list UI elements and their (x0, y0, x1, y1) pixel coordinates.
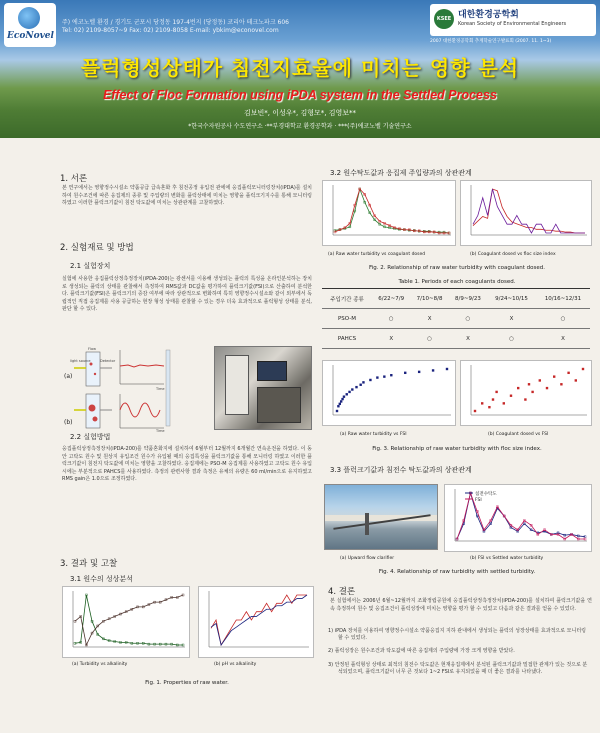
fig3a-svg (323, 361, 455, 425)
data-point (341, 398, 343, 400)
ksee-mark-icon: KSEE (434, 9, 454, 29)
data-point (346, 393, 348, 395)
data-point (337, 405, 339, 407)
table-header-cell: 9/24~10/15 (487, 289, 536, 309)
section-1-text: 본 연구에서는 영향정수시설소 약품공급 급속혼화 후 침전공정 유입전 관에에 응집플럭모니터링장치(iPDA)를 설치하여 원수조건에 따른 응집제의 종류 및 주입량의 변화를 플럭상태에 미치는 영향을 플럭크기지수를 통해 모니터링 하였고 이러한 플럭크기값이 침전 탁도값에 미치는 상관관계를 고찰하였다. (62, 185, 312, 207)
table-cell: X (410, 309, 448, 329)
series-line (335, 189, 449, 233)
fig3b-caption: (b) Coagulant dosed vs FSI (488, 432, 549, 437)
section-3-2-title: 3.2 원수탁도값과 응집제 주입량과의 상관관계 (330, 169, 472, 177)
conference-label: 2007 대한환경공학회 추계학술연구발표회 (2007. 11. 1~3) (430, 39, 552, 44)
section-2-1-title: 2.1 실험장치 (70, 262, 111, 270)
data-point (528, 383, 530, 385)
legend-label: FSI (475, 498, 482, 503)
fig2a-chart (322, 180, 456, 246)
table-cell: ○ (536, 309, 590, 329)
list-item: 2) 플럭성장은 원수조건과 탁도값에 따른 응집제의 주입량에 가장 크게 영향을 받았다. (328, 648, 515, 655)
table-header-cell: 10/16~12/31 (536, 289, 590, 309)
ipda-photo (214, 346, 312, 430)
table-cell: X (372, 329, 410, 349)
fig4-caption: Fig. 4. Relationship of raw turbidity with settled turbidity. (378, 569, 536, 575)
flow-label: Flow (88, 347, 96, 351)
table-cell: X (449, 329, 487, 349)
data-point (369, 379, 371, 381)
table-cell: PSO-M (322, 309, 372, 329)
title-english: Effect of Floc Formation using iPDA system in the Settled Process (103, 88, 497, 102)
table-header-cell: 주입기간 종류 (322, 289, 372, 309)
light-source-label: light source (70, 359, 91, 363)
fig2b-svg (461, 181, 591, 245)
econovel-logo (4, 3, 56, 47)
data-point (524, 398, 526, 400)
fig4b-caption: (b) FSI vs Settled water turbidity (470, 556, 544, 561)
fig1b-svg (199, 587, 313, 657)
data-point (351, 388, 353, 390)
fig1a-chart (62, 586, 190, 658)
table-header-row (322, 289, 590, 309)
table-cell: ○ (487, 329, 536, 349)
data-point (339, 403, 341, 405)
data-point (560, 383, 562, 385)
data-point (340, 400, 342, 402)
section-3-1-title: 3.1 원수의 성상분석 (70, 575, 133, 583)
series-line (75, 595, 183, 645)
society-name-en: Korean Society of Environmental Engineers (458, 21, 567, 27)
fig1a-caption: (a) Turbidity vs alkalinity (72, 662, 128, 667)
fig2a-caption: (a) Raw water turbidity vs coagulant dosed (328, 252, 426, 257)
authors: 김보빈*, 이성우*, 김형모*, 김영보** (244, 109, 356, 117)
table-1 (322, 288, 590, 349)
data-point (362, 381, 364, 383)
data-point (582, 368, 584, 370)
data-point (481, 402, 483, 404)
section-1-title: 1. 서론 (60, 174, 88, 184)
series-line (75, 595, 183, 645)
section-3-3-title: 3.3 플럭크기값과 침전수 탁도값과의 상관관계 (330, 466, 472, 474)
data-point (336, 410, 338, 412)
data-point (432, 369, 434, 371)
table-header-cell: 8/9~9/23 (449, 289, 487, 309)
ipda-schematic (62, 344, 212, 432)
fig2b-chart (460, 180, 592, 246)
table1-caption: Table 1. Periods of each coagulants dosed. (398, 279, 516, 285)
table-header-cell: 7/10~8/8 (410, 289, 448, 309)
fig3a-chart (322, 360, 456, 426)
fig2a-svg (323, 181, 455, 245)
data-point (355, 386, 357, 388)
section-2-1-text: 실험에 사용한 응집플럭상정측정장치(iPDA-200)는 광센서를 이용해 생성되는 플럭의 특성을 온라인분석하는 장치로 생성되는 플럭의 상태를 관찰해서 측정하여 RMS값과 DC값을 평가하여 플럭크기값(FSI)으로 산출하여 분석한다. 플럭크기값(FSI)은 플럭크기의 증감 여부에 따라 상관적으로 변화하며 특히 영향정수시설소와 같이 외부에서 독립적인 직접 응집제를 사용 공급하는 현장 형성 상태를 관찰할 수 있는 경우 더욱 효과적으로 플럭형성 상태를 분석, 판단 할 수 있다. (62, 276, 312, 313)
data-point (495, 391, 497, 393)
contact-line-2: Tel: 02) 2109-8057~9 Fax: 02) 2109-8058 E-mail: ybkim@econovel.com (62, 27, 279, 34)
section-2-title: 2. 실험재료 및 방법 (60, 243, 134, 253)
table-cell: ○ (372, 309, 410, 329)
fig4a-caption: (a) Upward flow clarifier (340, 556, 395, 561)
data-point (531, 391, 533, 393)
table-cell: ○ (410, 329, 448, 349)
society-logo (430, 4, 596, 36)
data-point (567, 372, 569, 374)
fig4b-svg (445, 485, 591, 551)
schematic-label-b: (b) (64, 419, 73, 426)
table-cell: PAHCS (322, 329, 372, 349)
fig1b-chart (198, 586, 314, 658)
section-3-title: 3. 결과 및 고찰 (60, 559, 118, 569)
fig3b-svg (461, 361, 591, 425)
list-item: 1) iPDA 장치를 이용하여 영향정수시설소 약품응집지 지하 관내에서 생성되는 플럭의 성장상태를 효과적으로 모니터링 할 수 있었다. (328, 628, 586, 642)
data-point (343, 395, 345, 397)
data-point (404, 372, 406, 374)
logo-name: EcoNovel (7, 31, 54, 41)
fig1-caption: Fig. 1. Properties of raw water. (145, 680, 229, 686)
data-point (553, 375, 555, 377)
fig1a-svg (63, 587, 189, 657)
fig2-caption: Fig. 2. Relationship of raw water turbidity with coagulant dosed. (368, 265, 546, 271)
data-point (517, 387, 519, 389)
data-point (503, 402, 505, 404)
section-4-title: 4. 결론 (328, 587, 356, 597)
fig3-caption: Fig. 3. Relationship of raw water turbidity with floc size index. (372, 446, 542, 452)
table-cell: ○ (449, 309, 487, 329)
data-point (348, 391, 350, 393)
table-header-cell: 6/22~7/9 (372, 289, 410, 309)
section-4-text: 본 실험에서는 2006년 6월~12월까지 조화정립공원에 응집플럭상정측정장치(iPDA-200)를 설치하여 플럭크기값을 연속 측정하여 원수 및 응집조건이 플럭성장에 미치는 영향을 평가 할 수 있었고 다음과 같은 결과를 얻을 수 있었다. (330, 598, 592, 612)
series-line (473, 189, 585, 233)
data-point (446, 368, 448, 370)
detector-label: Detector (100, 359, 116, 363)
data-point (418, 371, 420, 373)
globe-icon (18, 7, 40, 29)
list-item: 3) 안정된 플럭형성 상태로 최적의 침전수 탁도값은 현재응집제에서 분석된 플럭크기값과 밀접한 관계가 있는 것으로 분석되었으며, 플럭크기값이 너무 큰 것보다 1~2 FSI로 유지되었을 때 더 좋은 결과를 나타냈다. (328, 661, 588, 675)
affiliations: *한국수자원공사 수도연구소 ·**부경대학교 환경공학과 · ***(주)에코노벨 기술연구소 (188, 123, 412, 130)
data-point (383, 375, 385, 377)
table-row (322, 329, 590, 349)
fig4b-chart (444, 484, 592, 552)
series-line (473, 189, 585, 233)
data-point (575, 379, 577, 381)
section-2-2-title: 2.2 실험방법 (70, 433, 111, 441)
table-cell: X (487, 309, 536, 329)
poster-header (0, 0, 600, 138)
data-point (390, 374, 392, 376)
data-point (546, 387, 548, 389)
table-row (322, 309, 590, 329)
fig3b-chart (460, 360, 592, 426)
series-line (211, 595, 307, 645)
data-point (510, 395, 512, 397)
data-point (376, 376, 378, 378)
conclusion-list (328, 628, 590, 682)
title-korean: 플럭형성상태가 침전지효율에 미치는 영향 분석 (80, 56, 520, 80)
fig2b-caption: (b) Coagulant dosed vs floc size index (470, 252, 556, 257)
clarifier-photo (324, 484, 438, 550)
schematic-label-a: (a) (64, 373, 73, 380)
table-cell: X (536, 329, 590, 349)
fig1b-caption: (b) pH vs alkalinity (214, 662, 257, 667)
data-point (539, 379, 541, 381)
time-label-b: Time (156, 429, 165, 432)
data-point (474, 410, 476, 412)
society-name-kr: 대한환경공학회 (458, 10, 519, 20)
data-point (492, 398, 494, 400)
legend-label: 침전수탁도 (475, 492, 497, 497)
contact-line-1: 주) 에코노벨 환경 / 경기도 군포시 당정동 197-4번지 (당정동) 코리아 테크노파크 606 (62, 19, 289, 26)
fig3a-caption: (a) Raw water turbidity vs FSI (340, 432, 407, 437)
section-2-2-text: 응집플럭상정측정장치(iPDA-200)를 약품혼화지에 설치하여 6월부터 12월까지 6개월간 연속운전을 하였다. 이 동안 고탁도 원수 및 원상지 유입조건 원수가 유입될 때의 응집특성을 플럭크기값을 통해 모니터링 하였고 이러한 플럭크기값이 침전지 탁도값에 미치는 영향을 고찰하였다. 응집제에는 PSO-M 응집제를 사용하였고 고탁도 원수 유입시에는 부분적으로 PAHCS를 사용하였다. 측정의 관련사항 결과 측정은 유체의 유량은 60 ml/min으로 유지하였고 RMS gain은 1.0으로 조정하였다. (62, 446, 312, 483)
data-point (359, 384, 361, 386)
data-point (488, 406, 490, 408)
time-label-a: Time (156, 387, 165, 391)
